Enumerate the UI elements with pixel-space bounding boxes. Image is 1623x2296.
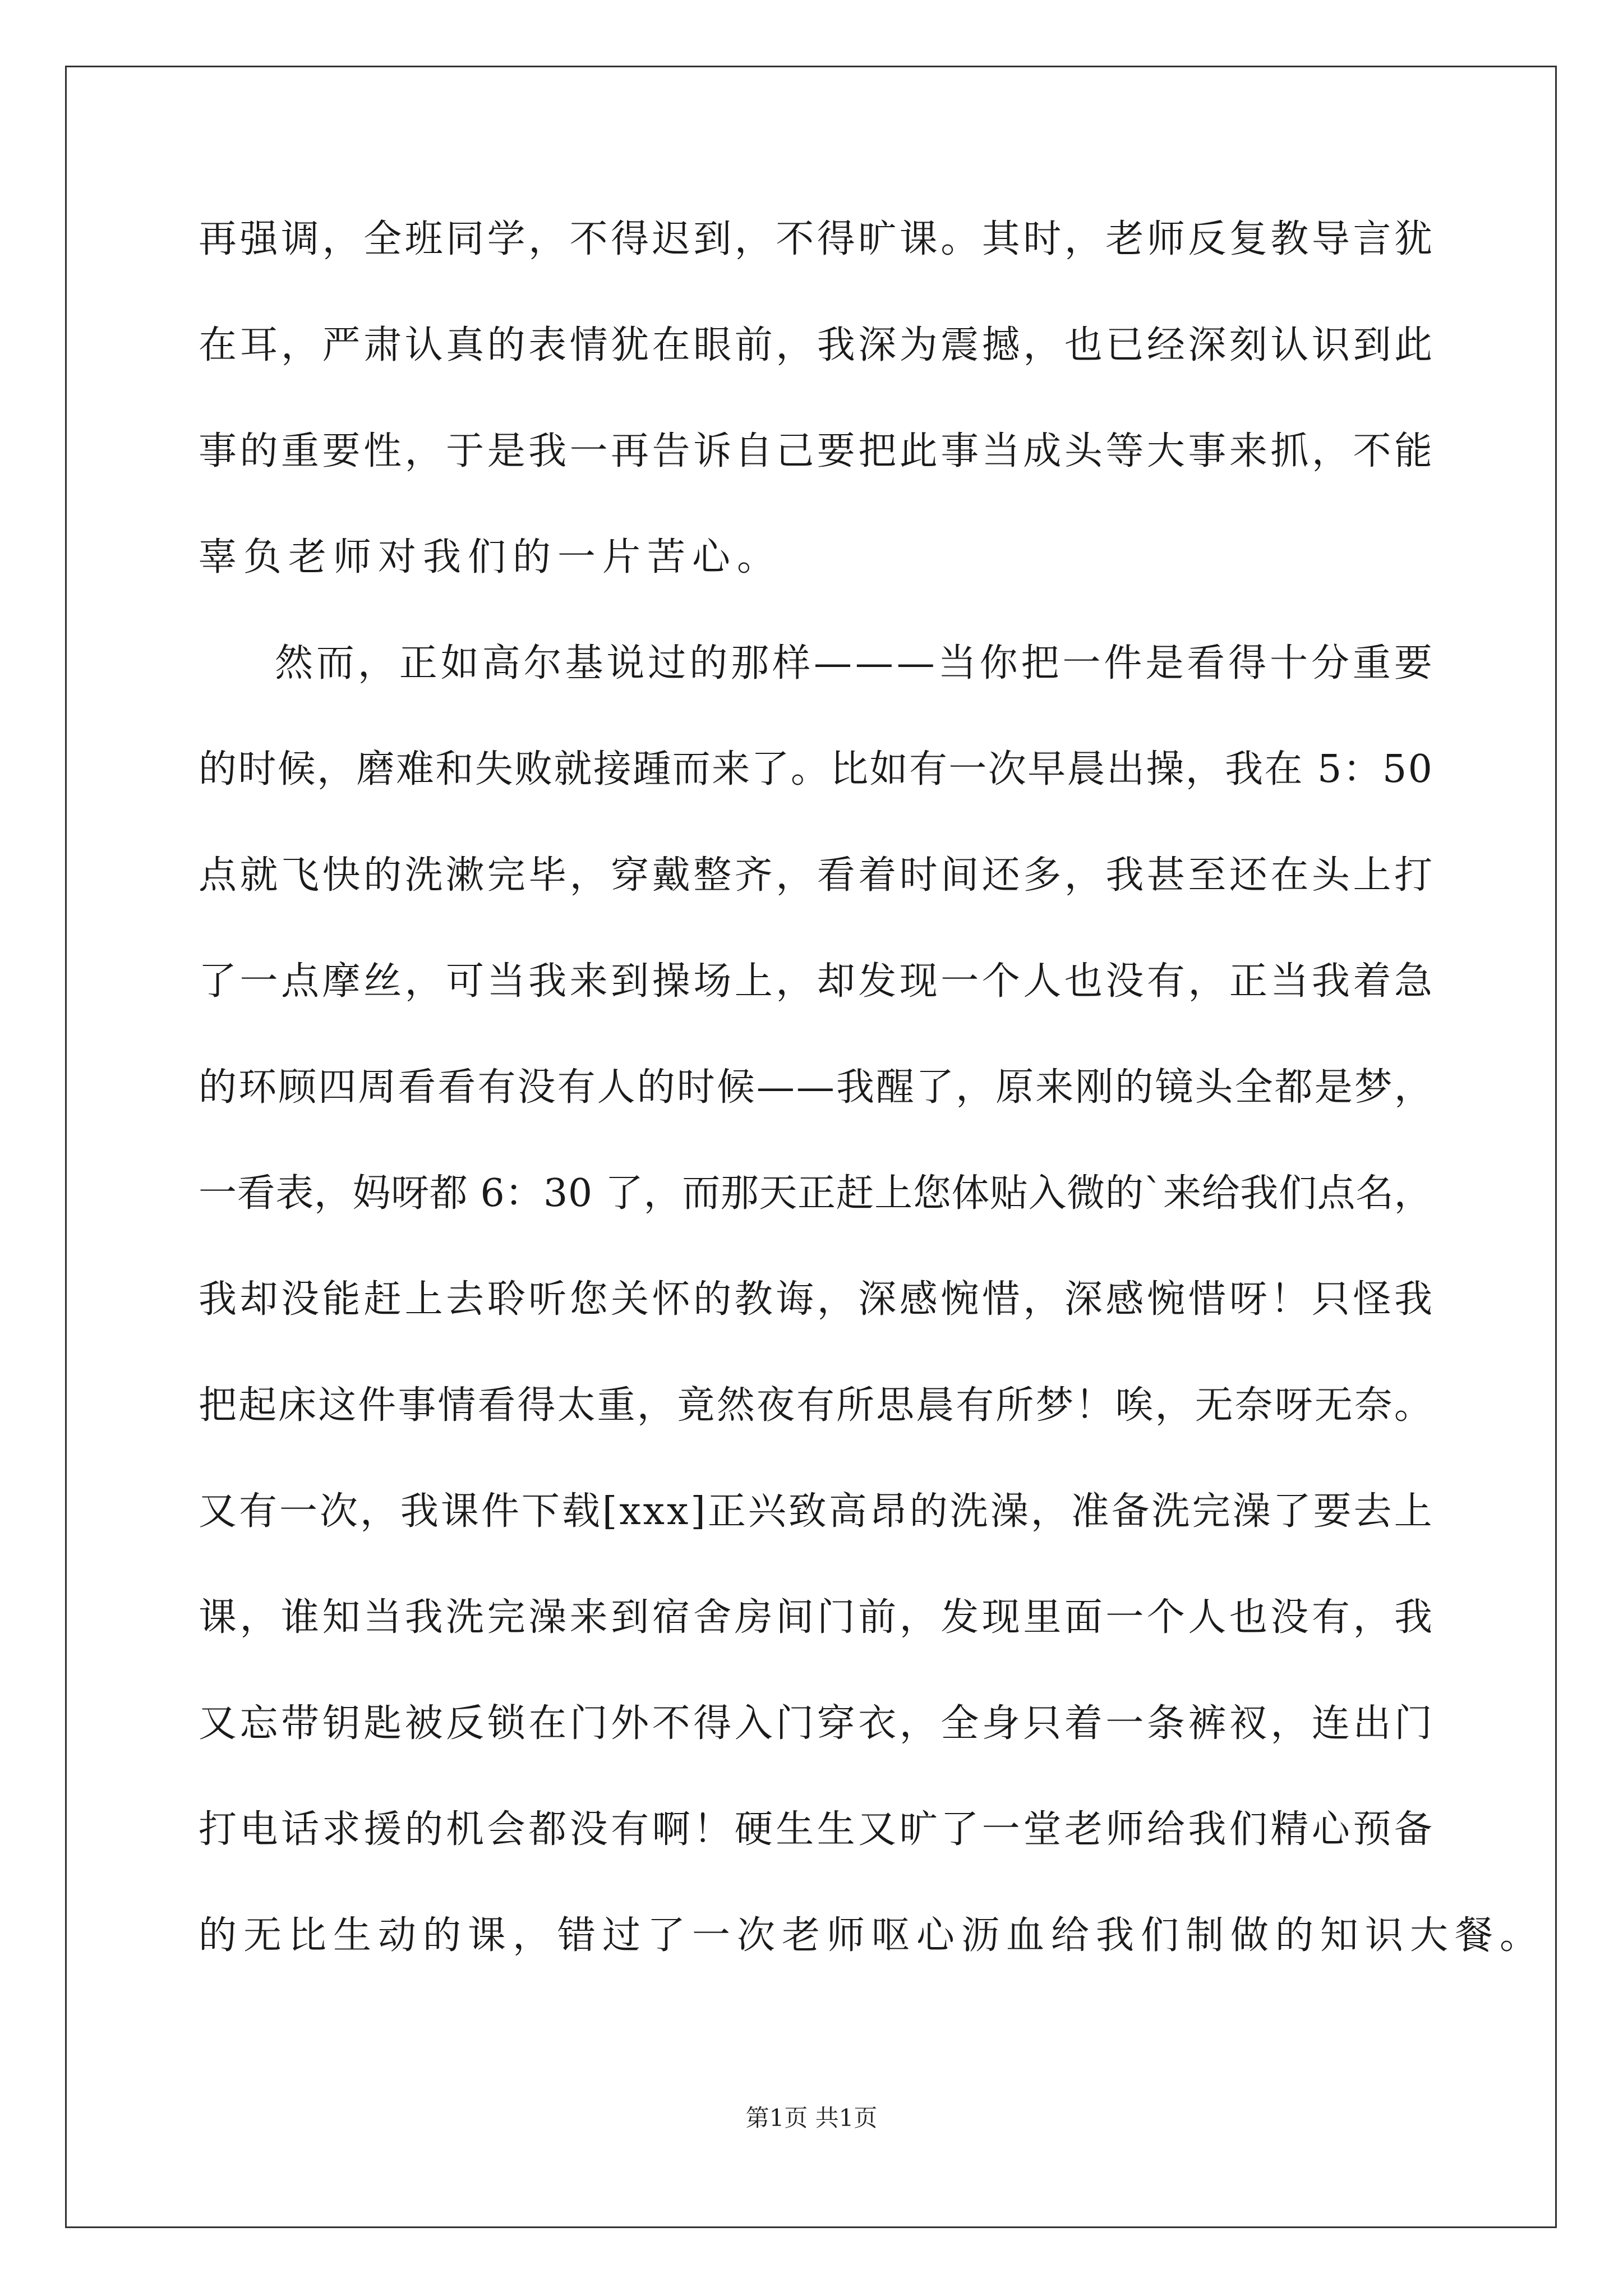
- text-line: 又 忘 带 钥 匙 被 反 锁 在 门 外 不 得 入 门 穿 衣 ， 全 身 只 着 一 条 裤 衩 ， 连 出 门: [199, 1701, 1432, 1746]
- page-footer: 第1页 共1页: [745, 2104, 878, 2132]
- document-body: [199, 217, 1545, 2023]
- text-line: 的 时 候 ， 磨 难 和 失 败 就 接 踵 而 来 了 。 比 如 有 一 次 早 晨 出 操 ， 我 在 5 ： 5 0: [199, 747, 1432, 792]
- text-line: 我 却 没 能 赶 上 去 聆 听 您 关 怀 的 教 诲 ， 深 感 惋 惜 ， 深 感 惋 惜 呀 ！ 只 怪 我: [199, 1277, 1432, 1322]
- text-line: 又 有 一 次 ， 我 课 件 下 载 [ x x x ] 正 兴 致 高 昂 的 洗 澡 ， 准 备 洗 完 澡 了 要 去 上: [199, 1489, 1432, 1534]
- text-line: 在 耳 ， 严 肃 认 真 的 表 情 犹 在 眼 前 ， 我 深 为 震 撼 ， 也 已 经 深 刻 认 识 到 此: [199, 323, 1432, 367]
- text-line: 一 看 表 ， 妈 呀 都 6 ： 3 0 了 ， 而 那 天 正 赶 上 您 体 贴 入 微 的 ` 来 给 我 们 点 名 ，: [199, 1171, 1432, 1216]
- text-line: 把 起 床 这 件 事 情 看 得 太 重 ， 竟 然 夜 有 所 思 晨 有 所 梦 ！ 唉 ， 无 奈 呀 无 奈 。: [199, 1383, 1432, 1428]
- text-line: 再 强 调 ， 全 班 同 学 ， 不 得 迟 到 ， 不 得 旷 课 。 其 时 ， 老 师 反 复 教 导 言 犹: [199, 217, 1432, 261]
- text-line: 打 电 话 求 援 的 机 会 都 没 有 啊 ！ 硬 生 生 又 旷 了 一 堂 老 师 给 我 们 精 心 预 备: [199, 1807, 1432, 1852]
- text-line: 了 一 点 摩 丝 ， 可 当 我 来 到 操 场 上 ， 却 发 现 一 个 人 也 没 有 ， 正 当 我 着 急: [199, 959, 1432, 1004]
- text-line: 的 环 顾 四 周 看 看 有 没 有 人 的 时 候 — — 我 醒 了 ， 原 来 刚 的 镜 头 全 都 是 梦 ，: [199, 1065, 1432, 1110]
- text-line: 的无比生动的课，错过了一次老师呕心沥血给我们制做的知识大餐。: [199, 1913, 1545, 1958]
- text-line: 点 就 飞 快 的 洗 漱 完 毕 ， 穿 戴 整 齐 ， 看 着 时 间 还 多 ， 我 甚 至 还 在 头 上 打: [199, 853, 1432, 898]
- text-line: 辜负老师对我们的一片苦心。: [199, 535, 782, 579]
- text-line: 然 而 ， 正 如 高 尔 基 说 过 的 那 样 — — — 当 你 把 一 件 是 看 得 十 分 重 要: [275, 641, 1432, 685]
- text-line: 事 的 重 要 性 ， 于 是 我 一 再 告 诉 自 己 要 把 此 事 当 成 头 等 大 事 来 抓 ， 不 能: [199, 429, 1432, 473]
- text-line: 课 ， 谁 知 当 我 洗 完 澡 来 到 宿 舍 房 间 门 前 ， 发 现 里 面 一 个 人 也 没 有 ， 我: [199, 1595, 1432, 1640]
